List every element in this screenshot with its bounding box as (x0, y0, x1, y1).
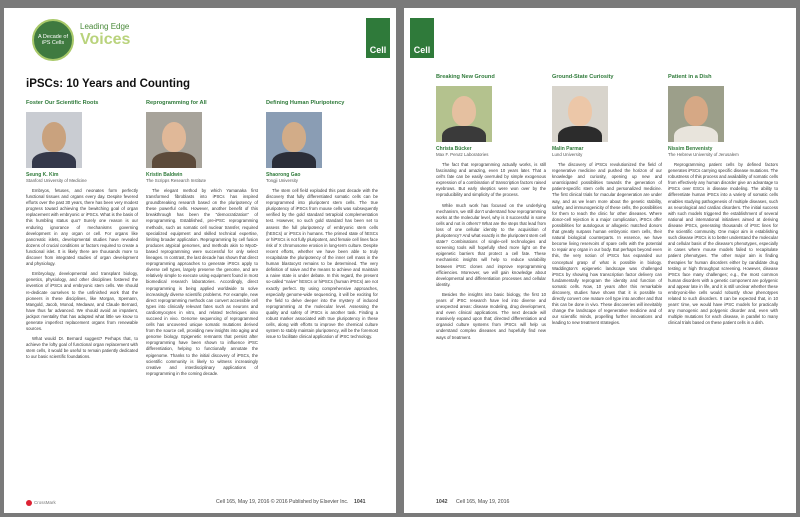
paragraph: The discovery of iPSCs revolutionized the field of regenerative medicine and pushed the horizon of our knowledge and curiosity, opening up new and unanticipated possibilities towards the generation of patient-specific stem cells and personalized medicine. The first clinical trials for macular degeneration are under way, and as we learn more about the genetic stability, safety, and immunogenicity of these cells, the possibilities for them to reach the clinic for other diseases. Where donor-cell rejection is a major complication, iPSCs offer possibilities for autologous or allogenic matched donors that greatly surpass human embryonic stem cells, their natural biological counterparts. In essence, we have become living reservoirs of spare cells with the potential to repair any organ in our body. But perhaps beyond even this, the very notion of iPSCs has expanded our conceptual grasp of what is possible in biology. Waddington's epigenetic landscape was challenged iPSCs by showing how transcription factor delivery can fundamentally reprogram the identity and function of somatic cells. Now, 10 years after this remarkable discovery, studies have shown that it is possible to directly convert one mature cell type into another and that this can be done in vivo. These discoveries will inevitably change the landscape of regenerative medicine and of our scientific minds, propelling further innovations and leading to new treatment strategies. (552, 162, 662, 326)
essay-body (146, 188, 258, 377)
author-name: Shaorong Gao (266, 172, 301, 178)
essay-heading: Foster Our Scientific Roots (26, 100, 99, 106)
essay-column (26, 100, 138, 365)
paragraph: Reprogramming patient cells by defined factors generates iPSCs carrying specific disease mutations. The robustness of this process and availability of somatic cells from effectively any human disorder give an advantage to iPSCs over ESCs in disease modeling. The ability to differentiate human iPSCs into a variety of somatic cells enables studying pathogenesis of multiple diseases, such as neurological and cardiac disorders. The initial success with such models triggered the establishment of several national and international initiatives aimed at deriving disease iPSCs, generating thousands of iPSC lines for the scientific community. One major aim in establishing such disease iPSCs is to better understand the molecular and cellular basis of the disease's phenotypes, especially in cases where mouse models failed to recapitulate patient phenotypes. The other major aim is finding therapies for human disorders either by candidate drug testing or high throughput screening. However, disease iPSCs face many challenges; e.g., the most common human disorders with a genetic component are polygenic and appear late in life, and it is still unclear whether these embryonic-like cells would robustly show phenotypes related to such disorders. It can be expected that, in 10 years' time, we would have iPSC models for practically any monogenic and polygenic disorder and, even with multiple mutations for each disease, in parallel to many clinical trials based on these patient cells in a dish. (668, 162, 778, 326)
right-footer: Cell 165, May 19, 2016 (456, 499, 510, 505)
essay-column (668, 74, 778, 331)
essay-body (26, 188, 138, 361)
author-affiliation: The Scripps Research Institute (146, 178, 207, 183)
paragraph: The fact that reprogramming actually works, is still fascinating and amazing, even 10 years later. That a cell's fate can be easily overruled by simple exogenous expression of a combination of transcription factors raised eyebrows. But early skeptics were won over by the reproducibility and simplicity of the process. (436, 162, 546, 198)
essay-heading: Reprogramming for All (146, 100, 207, 106)
paragraph: Embryology, developmental and transplant biology, genetics, physiology, and other disciplines fostered the invention of iPSCs and embryonic stem cells. We should re-dedicate ourselves to the unfinished work that the pioneers in these disciplines, like Morgan, Spemann, Mangold, Jacob, Monod, Medawar, and Claude Bernard, have thus far advanced. We should avoid an impatient, jackpot mentality that has adapted what little we know to generate imperfect replacement organs from renewable sources. (26, 271, 138, 332)
crossmark-label: CrossMark (34, 500, 56, 506)
essay-heading: Ground-State Curiosity (552, 74, 614, 80)
author-photo (668, 86, 724, 142)
author-photo (26, 112, 82, 168)
cell-tab-left: Cell (366, 18, 390, 58)
author-photo (266, 112, 322, 168)
essay-body (436, 162, 546, 341)
essay-body (266, 188, 378, 340)
author-name: Kristin Baldwin (146, 172, 183, 178)
paragraph: Besides the insights into basic biology, the first 10 years of iPSC research have led into diverse and unexpected areas: disease modeling, drug development, and even clinical applications. The next decade will massively expand upon that; directed differentiation and organoid culture systems from iPSCs will help us understand complex diseases and hopefully find new ways of treatment. (436, 291, 546, 340)
cell-tab-right: Cell (410, 18, 434, 58)
author-name: Christa Bücker (436, 146, 472, 152)
right-page-number: 1042 (436, 499, 448, 505)
paragraph: What would Dr. Bernard suggest? Perhaps that, to achieve the lofty goal of functional organ replacement with stem cells, it would be useful to remain patiently dedicated to our basic scientific foundations. (26, 336, 138, 360)
essay-heading: Defining Human Pluripotency (266, 100, 345, 106)
paragraph: The stem cell field exploded this past decade with the discovery that fully differentiated somatic cells can be reprogrammed into pluripotent stem cells. The true pluripotency of iPSCs from mouse cells was subsequently verified by the gold standard tetraploid complementation test. However, no such gold standard has been set to assess the full pluripotency of embryonic stem cells (hESCs) or iPSCs in humans. The primed state of hESCs or hiPSCs is not fully pluripotent, and female cell lines face risk of X chromosome erosion in long-term culture. Despite recent efforts, whether we have been able to truly recapitulate the pluripotency of the inner cell mass in the human blastocyst remains to be determined. The very definition of naive and the means to achieve and maintain a naive state is under debate. In this regard, the present so-called "naive" hESCs or hiPSCs (human iPSCs) are not exactly perfect. By using comprehensive approaches, especially genome-wide sequencing, it will be exciting for the field to delve deeper into the mystery of induced reprogramming at the molecular level. Assessing the quality and safety of iPSCs is another task. Finding a robust marker associated with true pluripotency in these cells, along with efforts to improve the chemical culture system to stably maintain pluripotency, will be the foremost issue to facilitate clinical application of iPSC technology. (266, 188, 378, 340)
essay-column (436, 74, 546, 345)
essay-column (266, 100, 378, 344)
essay-body (668, 162, 778, 327)
essay-heading: Breaking New Ground (436, 74, 495, 80)
author-affiliation: Stanford University of Medicine (26, 178, 87, 183)
crossmark-icon (26, 500, 32, 506)
series-title: Voices (80, 31, 131, 48)
author-name: Seung K. Kim (26, 172, 59, 178)
essay-column (552, 74, 662, 331)
author-name: Malin Parmar (552, 146, 584, 152)
right-page (404, 8, 796, 513)
left-page-number: 1041 (354, 499, 366, 505)
paragraph: The elegant method by which Yamanaka first transformed fibroblasts into iPSCs has inspired groundbreaking research based on the pluripotency of these powerful cells. However, another benefit of this breakthrough has been the "democratization" of reprogramming. Established, pre-iPSC reprogramming methods, such as somatic cell nuclear transfer, required specialized equipment and skilled technical expertise, limiting broader application. Reprogramming by cell fusion produces atypical genomes, and methods akin to MyoD-based reprogramming were successful for only select lineages. In contrast, the last decade has shown that direct reprogramming approaches to generate iPSCs apply to diverse cell types, largely preserve the genome, and are relatively simple to execute using equipment found in most biomedical research laboratories. Accordingly, direct reprogramming is being applied worldwide to solve increasingly diverse scientific problems. For example, new direct reprogramming methods can convert accessible cell types into clinically relevant fates such as neurons and cardiomyocytes in vitro, and related techniques also succeed in vivo. Genome sequencing of reprogrammed cells has uncovered unique somatic mutations derived from the source cell, providing new insights into aging and genome biology. Epigenetic remnants that persist after reprogramming have been shown to influence iPSC differentiation, helping to functionally annotate the epigenome. Thanks to the initial discovery of iPSCs, the scientific community is likely to witness increasingly creative and interdisciplinary applications of reprogramming in the coming decade. (146, 188, 258, 376)
left-page (4, 8, 396, 513)
author-affiliation: The Hebrew University of Jerusalem (668, 152, 739, 157)
author-photo (436, 86, 492, 142)
left-footer: Cell 165, May 19, 2016 © 2016 Published by Elsevier Inc. (216, 499, 349, 505)
author-photo (146, 112, 202, 168)
author-affiliation: Max F. Perutz Laboratories (436, 152, 489, 157)
essay-heading: Patient in a Dish (668, 74, 712, 80)
paragraph: Embryos, fetuses, and neonates form perfectly functional tissues and organs every day. Despite fevered efforts over the past 30 years, there has been very modest progress toward achieving the bewitching goal of organ replacement with embryonic or iPSCs. What is the basis of this humbling status quo? Surely one reason is our enduring ignorance of mechanisms governing development in any organ or cell. For organs like pancreatic islets, developmental studies have revealed dozens of crucial conditions or factors required to create a functional islet. It is likely there are thousands more to discover from integrated studies of organ development and physiology. (26, 188, 138, 267)
crossmark-logo[interactable] (26, 500, 56, 506)
series-label: Leading Edge (80, 22, 130, 31)
page-title: iPSCs: 10 Years and Counting (26, 78, 191, 90)
author-affiliation: Lund University (552, 152, 583, 157)
decade-badge-logo: A Decade of iPS Cells (32, 19, 74, 61)
author-name: Nissim Benvenisty (668, 146, 713, 152)
essay-body (552, 162, 662, 327)
essay-column (146, 100, 258, 381)
author-affiliation: Tongji University (266, 178, 298, 183)
paragraph: While much work has focused on the underlying mechanism, we still don't understand how reprogramming works at the molecular level, why is it successful in some cells and not in others? What are the steps that lead from loss of one cellular identity to the acquisition of pluripotency? And what exactly is the pluripotent stem cell state? Combinations of single-cell technologies and screening tools will hopefully shed more light on the epigenetic barriers that protect a cell fate. These mechanistic insights will help to reduce variability between iPSC clones and improve reprogramming efficiencies. Moreover, we will gain knowledge about developmental and differentiation processes and cellular identity. (436, 202, 546, 287)
author-photo (552, 86, 608, 142)
